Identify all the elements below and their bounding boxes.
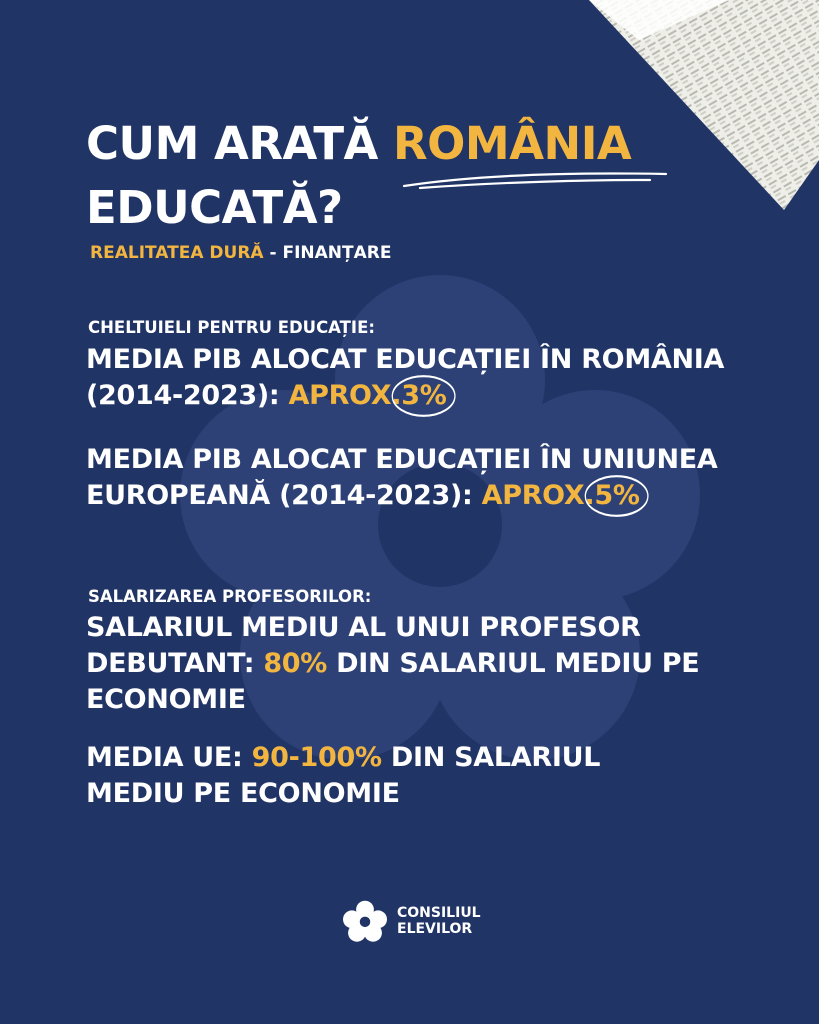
logo-text <box>397 905 481 937</box>
subtitle <box>90 243 391 263</box>
education-romania-value <box>401 378 446 414</box>
education-romania-value-text: 3% <box>401 380 447 411</box>
circle-highlight-icon <box>584 474 649 518</box>
education-eu-approx: APROX. <box>481 480 595 511</box>
logo-line1: CONSILIUL <box>397 905 481 921</box>
education-eu-text <box>86 442 726 514</box>
subtitle-highlight: REALITATEA DURĂ <box>90 243 264 263</box>
title-line1-prefix: CUM ARATĂ <box>86 117 394 170</box>
flower-logo-icon <box>343 900 387 942</box>
salaries-ro-value: 80% <box>263 648 328 679</box>
salaries-eu-suffix: DIN SALARIUL MEDIU PE ECONOMIE <box>86 742 601 809</box>
salaries-ro-suffix: DIN SALARIUL MEDIU PE ECONOMIE <box>86 648 700 715</box>
circle-highlight-icon <box>391 374 456 418</box>
consiliul-elevilor-logo <box>343 900 481 942</box>
education-romania-statement: MEDIA PIB ALOCAT EDUCAȚIEI ÎN ROMÂNIA (2014-2023): <box>86 344 725 411</box>
education-eu-value <box>594 478 639 514</box>
salaries-label: SALARIZAREA PROFESORILOR: <box>88 587 372 606</box>
subtitle-rest: - FINANȚARE <box>263 243 392 263</box>
education-label: CHELTUIELI PENTRU EDUCAȚIE: <box>88 318 375 337</box>
education-romania-approx: APROX. <box>288 380 402 411</box>
education-romania-text <box>86 342 726 414</box>
education-eu-statement: MEDIA PIB ALOCAT EDUCAȚIEI ÎN UNIUNEA EUROPEANĂ (2014-2023): <box>86 444 718 511</box>
salaries-eu-text <box>86 740 686 812</box>
title-highlight-romania: ROMÂNIA <box>393 117 632 170</box>
education-eu-value-text: 5% <box>594 480 640 511</box>
salaries-ro-text <box>86 610 726 718</box>
salaries-ro-prefix: SALARIUL MEDIU AL UNUI PROFESOR DEBUTANT: <box>86 612 641 679</box>
salaries-eu-prefix: MEDIA UE: <box>86 742 252 773</box>
logo-line2: ELEVILOR <box>397 921 473 937</box>
underline-swoosh-icon <box>400 166 670 190</box>
salaries-eu-value: 90-100% <box>251 742 382 773</box>
title-line2: EDUCATĂ? <box>86 181 343 234</box>
